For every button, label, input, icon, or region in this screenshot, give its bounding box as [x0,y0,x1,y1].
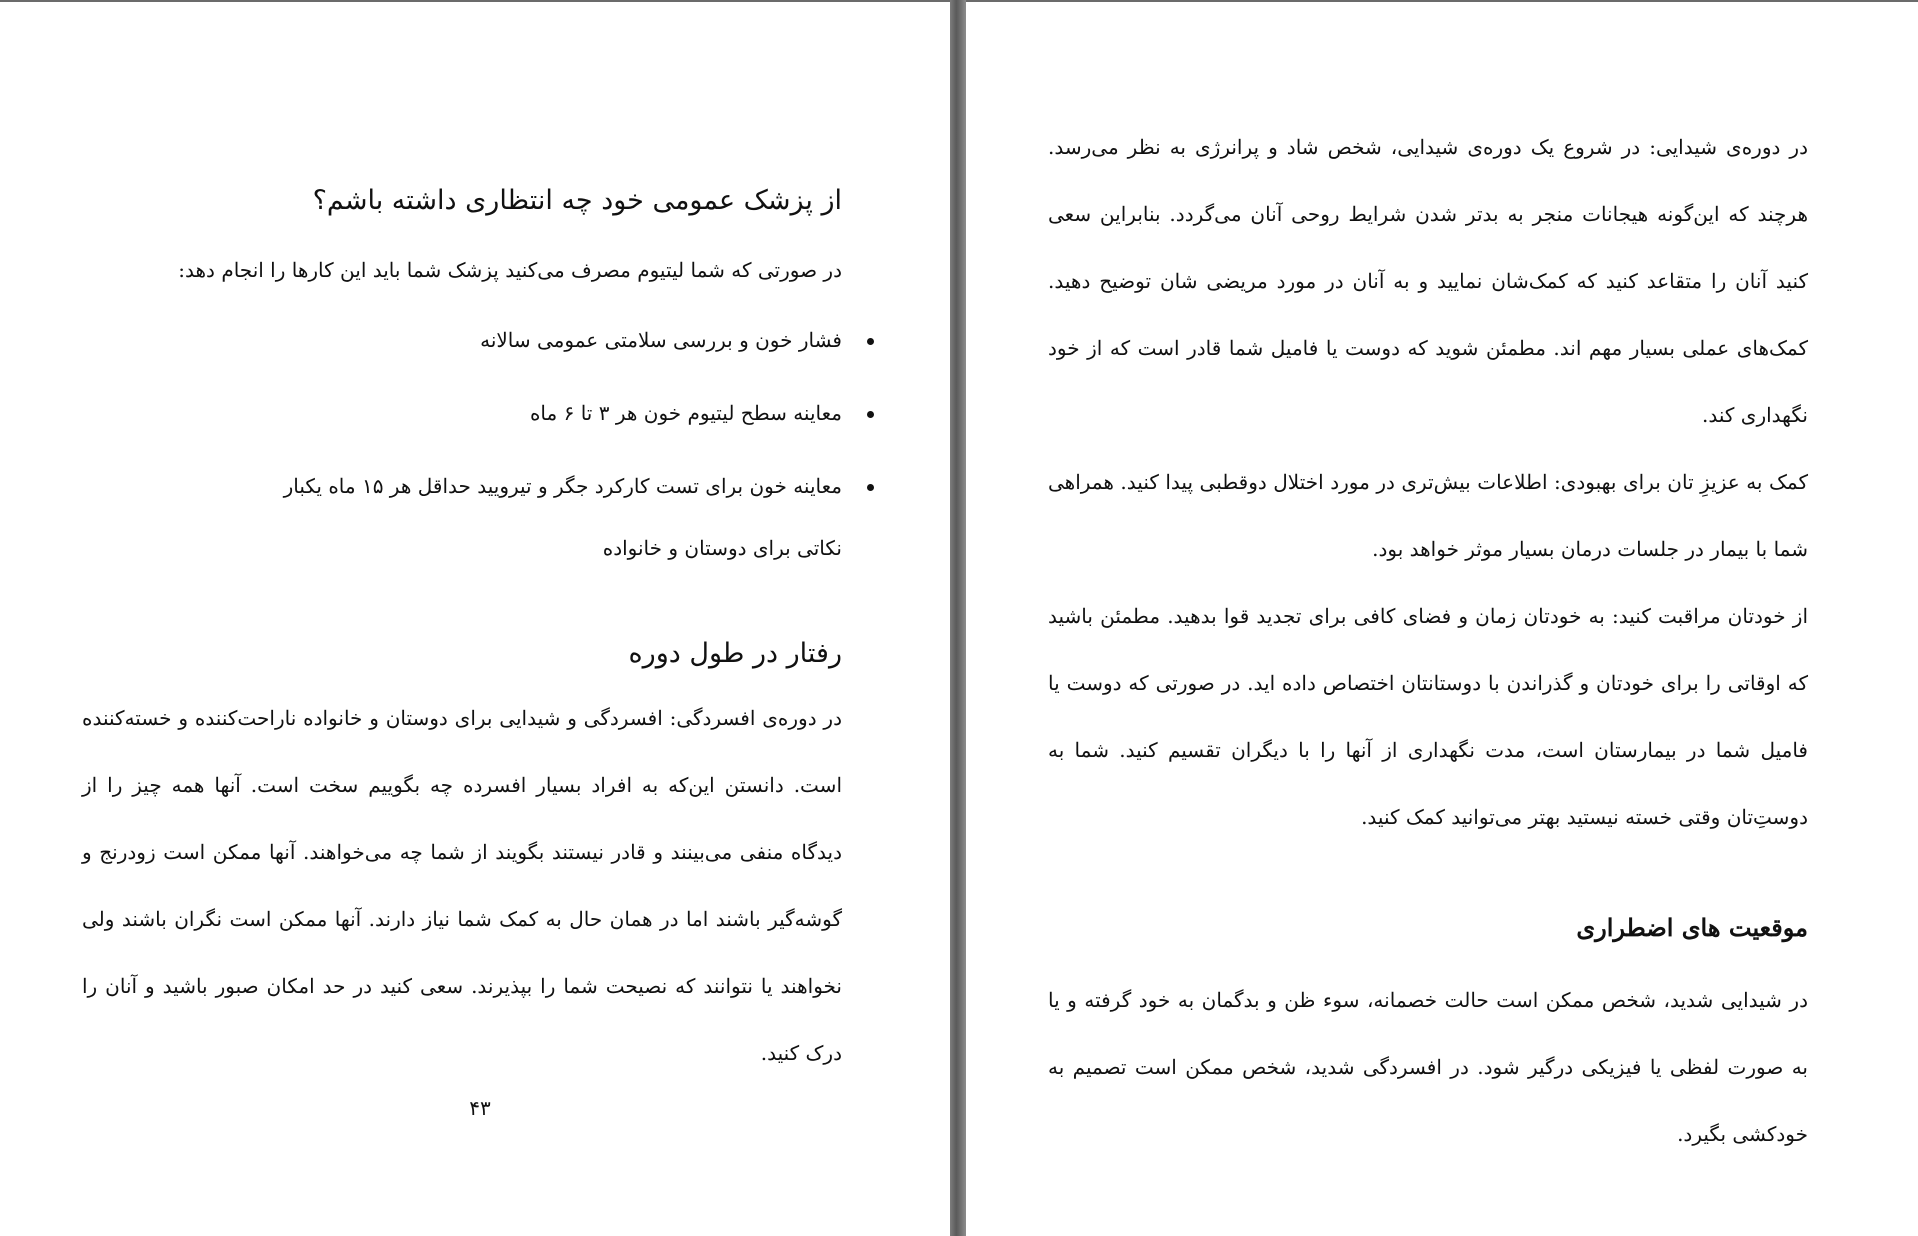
left-page-content [82,182,842,1087]
page-left[interactable] [0,2,950,1236]
tips-heading: نکاتی برای دوستان و خانواده [602,535,842,560]
bullet-icon [867,484,874,491]
crisis-paragraph: در شیدایی شدید، شخص ممکن است حالت خصمانه، سوء ظن و بدگمان به خود گرفته و یا به صورت لفظی یا فیزیکی درگیر شود. در افسردگی شدید، شخص ممکن است تصمیم به خودکشی بگیرد. [1048,987,1808,1146]
list-item-text: معاینه خون برای تست کارکرد جگر و تیرویید حداقل هر ۱۵ ماه یکبار [283,473,842,498]
mania-paragraph: در دوره‌ی شیدایی: در شروع یک دوره‌ی شیدایی، شخص شاد و پرانرژی به نظر می‌رسد. هرچند که این‌گونه هیجانات منجر به بدتر شدن شرایط روحی آنان می‌گردد. بنابراین سعی کنید آنان را متقاعد کنید که کمک‌شان نمایید و به آنان در مورد مریضی شان توضیح دهید. کمک‌های عملی بسیار مهم اند. مطمئن شوید که دوست یا فامیل شما قادر است که از خود نگهداری کند. [1048,135,1808,427]
page-gutter [950,0,966,1236]
heading-behavior: رفتار در طول دوره [628,637,842,669]
bullet-icon [867,338,874,345]
list-item [82,450,842,523]
bullet-icon [867,411,874,418]
checkup-list [82,304,842,523]
selfcare-paragraph: از خودتان مراقبت کنید: به خودتان زمان و فضای کافی برای تجدید قوا بدهید. مطمئن باشید که اوقاتی را برای خودتان و گذراندن با دوستانتان اختصاص داده اید. در صورتی که دوست یا فامیل شما در بیمارستان است، مدت نگهداری از آنها را با دیگران تقسیم کنید. شما به دوستِ‌تان وقتی خسته نیستید بهتر می‌توانید کمک کنید. [1048,604,1808,829]
list-item [82,377,842,450]
right-page-content [1048,114,1808,1168]
depression-paragraph: در دوره‌ی افسردگی: افسردگی و شیدایی برای دوستان و خانواده ناراحت‌کننده و خسته‌کننده است. دانستن این‌که به افراد بسیار افسرده چه بگوییم سخت است. آنها همه چیز را از دیدگاه منفی می‌بینند و قادر نیستند بگویند از شما چه می‌خواهند. آنها ممکن است زودرنج و گوشه‌گیر باشند اما در همان حال به کمک شما نیاز دارند. آنها ممکن است نگران باشند ولی نخواهند یا نتوانند که نصیحت شما را بپذیرند. سعی کنید در حد امکان صبور باشید و آنان را درک کنید. [82,705,842,1065]
help-paragraph: کمک به عزیزِ تان برای بهبودی: اطلاعات بیش‌تری در مورد اختلال دوقطبی پیدا کنید. همراهی شما با بیمار در جلسات درمان بسیار موثر خواهد بود. [1048,470,1808,561]
page-number: ۴۳ [469,1096,491,1120]
intro-paragraph: در صورتی که شما لیتیوم مصرف می‌کنید پزشک شما باید این کارها را انجام دهد: [178,257,842,282]
heading-gp-expectations: از پزشک عمومی خود چه انتظاری داشته باشم؟ [312,185,842,216]
heading-emergency: موقعیت های اضطراری [1576,913,1808,942]
list-item [82,304,842,377]
page-right[interactable] [966,2,1918,1236]
list-item-text: فشار خون و بررسی سلامتی عمومی سالانه [480,327,842,352]
list-item-text: معاینه سطح لیتیوم خون هر ۳ تا ۶ ماه [529,400,842,425]
